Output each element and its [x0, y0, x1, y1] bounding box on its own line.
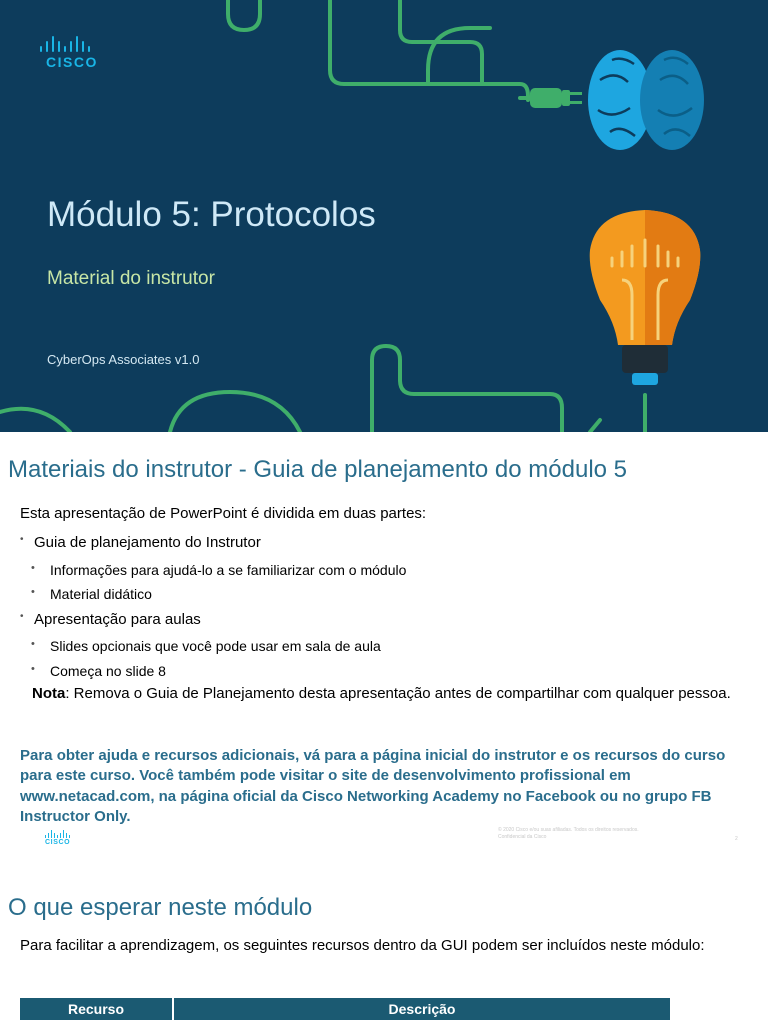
resources-table-header — [20, 998, 670, 1020]
page-number: 2 — [735, 836, 738, 842]
bullet-item: • Apresentação para aulas — [20, 611, 740, 630]
note-body: : Remova o Guia de Planejamento desta apresentação antes de compartilhar com qualquer pessoa. — [65, 685, 731, 703]
slide-subtitle: Material do instrutor — [47, 268, 215, 289]
confidential-line: Confidencial da Cisco — [498, 834, 547, 840]
cisco-bars-icon — [45, 830, 70, 838]
note-text — [20, 685, 740, 704]
copyright-line: © 2020 Cisco e/ou suas afiliadas. Todos os direitos reservados. — [498, 827, 639, 833]
cisco-logo-text: CISCO — [45, 839, 71, 846]
sub-bullet-item: • Slides opcionais que você pode usar em sala de aula — [20, 638, 740, 656]
help-text: Para obter ajuda e recursos adicionais, vá para a página inicial do instrutor e os recursos do curso para este curso. Você também pode visitar o site de desenvolvimento profissional em www.netacad.com, na página oficial da Cisco Networking Academy no Facebook ou no grupo FB Instructor Only. — [20, 747, 726, 826]
table-header-resource: Recurso — [20, 998, 174, 1020]
cisco-bars-icon — [40, 34, 110, 52]
course-name: CyberOps Associates v1.0 — [47, 352, 200, 367]
lightbulb-icon — [590, 210, 701, 385]
intro-text: Esta apresentação de PowerPoint é dividida em duas partes: — [20, 505, 427, 522]
cisco-logo-text: CISCO — [46, 54, 98, 70]
brain-icon — [588, 50, 704, 150]
slide-title: Materiais do instrutor - Guia de planejamento do módulo 5 — [8, 456, 628, 483]
cisco-logo — [40, 34, 110, 70]
bullet-item: • Guia de planejamento do Instrutor — [20, 534, 740, 553]
slide-body: Para facilitar a aprendizagem, os seguintes recursos dentro da GUI podem ser incluídos neste módulo: — [20, 937, 705, 954]
slide-title: Módulo 5: Protocolos — [47, 195, 376, 234]
plug-icon — [530, 88, 582, 108]
copyright-text — [498, 827, 639, 841]
table-header-description: Descrição — [174, 998, 670, 1020]
planning-guide-slide — [0, 432, 768, 864]
sub-bullet-item: • Material didático — [20, 586, 740, 604]
footer-cisco-logo — [45, 830, 70, 846]
note-label: Nota — [32, 685, 66, 703]
sub-bullet-item: • Informações para ajudá-lo a se familiarizar com o módulo — [20, 562, 740, 580]
slide-title: O que esperar neste módulo — [8, 894, 313, 921]
slide-body — [20, 505, 740, 704]
module-expectations-slide — [0, 864, 768, 1024]
sub-bullet-item: • Começa no slide 8 — [20, 663, 740, 681]
title-slide — [0, 0, 768, 432]
